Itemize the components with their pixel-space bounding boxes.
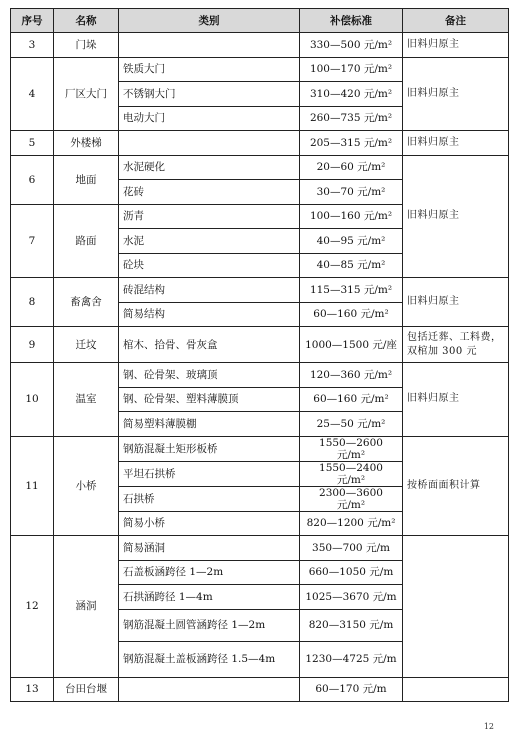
category-cell: 平坦石拱桥	[119, 461, 300, 486]
remark-cell: 旧料归原主	[403, 363, 509, 437]
standard-cell: 100—170 元/m²	[300, 57, 403, 82]
standard-cell: 1025—3670 元/m	[300, 585, 403, 610]
standard-cell: 60—170 元/m	[300, 677, 403, 702]
category-cell: 花砖	[119, 180, 300, 205]
seq-cell: 6	[11, 155, 54, 204]
name-cell: 地面	[54, 155, 119, 204]
name-cell: 畜禽舍	[54, 278, 119, 327]
category-cell: 钢筋混凝土盖板涵跨径 1.5—4m	[119, 641, 300, 677]
table-row	[11, 155, 509, 180]
header-remark: 备注	[403, 9, 509, 33]
standard-cell: 260—735 元/m²	[300, 106, 403, 131]
name-cell: 涵洞	[54, 536, 119, 678]
seq-cell: 10	[11, 363, 54, 437]
category-cell: 钢、砼骨架、塑料薄膜顶	[119, 387, 300, 412]
standard-cell: 1550—2600 元/m²	[300, 436, 403, 461]
standard-cell: 1550—2400 元/m²	[300, 461, 403, 486]
category-cell: 水泥硬化	[119, 155, 300, 180]
seq-cell: 13	[11, 677, 54, 702]
remark-cell: 旧料归原主	[403, 278, 509, 327]
standard-cell: 60—160 元/m²	[300, 387, 403, 412]
remark-cell: 旧料归原主	[403, 155, 509, 278]
table-row	[11, 363, 509, 388]
category-cell: 水泥	[119, 229, 300, 254]
category-cell	[119, 131, 300, 156]
category-cell: 砼块	[119, 253, 300, 278]
remark-cell	[403, 536, 509, 678]
standard-cell: 820—1200 元/m²	[300, 511, 403, 536]
category-cell: 砖混结构	[119, 278, 300, 303]
name-cell: 路面	[54, 204, 119, 278]
category-cell: 石盖板涵跨径 1—2m	[119, 560, 300, 585]
seq-cell: 3	[11, 33, 54, 58]
standard-cell: 120—360 元/m²	[300, 363, 403, 388]
page-number: 12	[483, 722, 494, 731]
category-cell: 铁质大门	[119, 57, 300, 82]
category-cell: 简易结构	[119, 302, 300, 327]
category-cell: 简易小桥	[119, 511, 300, 536]
seq-cell: 11	[11, 436, 54, 536]
category-cell: 棺木、拾骨、骨灰盒	[119, 327, 300, 363]
name-cell: 外楼梯	[54, 131, 119, 156]
standard-cell: 1000—1500 元/座	[300, 327, 403, 363]
name-cell: 门垛	[54, 33, 119, 58]
category-cell: 简易塑料薄膜棚	[119, 412, 300, 437]
table-row	[11, 278, 509, 303]
standard-cell: 30—70 元/m²	[300, 180, 403, 205]
category-cell	[119, 677, 300, 702]
table-row	[11, 131, 509, 156]
standard-cell: 100—160 元/m²	[300, 204, 403, 229]
table-row	[11, 677, 509, 702]
header-name: 名称	[54, 9, 119, 33]
standard-cell: 20—60 元/m²	[300, 155, 403, 180]
category-cell: 电动大门	[119, 106, 300, 131]
category-cell: 石拱涵跨径 1—4m	[119, 585, 300, 610]
category-cell: 钢、砼骨架、玻璃顶	[119, 363, 300, 388]
standard-cell: 310—420 元/m²	[300, 82, 403, 107]
table-row	[11, 436, 509, 461]
standard-cell: 820—3150 元/m	[300, 609, 403, 641]
standard-cell: 25—50 元/m²	[300, 412, 403, 437]
remark-cell: 按桥面面积计算	[403, 436, 509, 536]
category-cell: 不锈钢大门	[119, 82, 300, 107]
seq-cell: 8	[11, 278, 54, 327]
category-cell: 简易涵洞	[119, 536, 300, 561]
standard-cell: 330—500 元/m²	[300, 33, 403, 58]
table-row	[11, 57, 509, 82]
header-seq: 序号	[11, 9, 54, 33]
seq-cell: 5	[11, 131, 54, 156]
header-category: 类别	[119, 9, 300, 33]
standard-cell: 205—315 元/m²	[300, 131, 403, 156]
remark-cell: 旧料归原主	[403, 33, 509, 58]
name-cell: 温室	[54, 363, 119, 437]
category-cell: 钢筋混凝土矩形板桥	[119, 436, 300, 461]
standard-cell: 2300—3600 元/m²	[300, 486, 403, 511]
remark-cell: 旧料归原主	[403, 131, 509, 156]
table-header-row	[11, 9, 509, 33]
header-standard: 补偿标准	[300, 9, 403, 33]
compensation-table	[10, 8, 509, 702]
category-cell: 石拱桥	[119, 486, 300, 511]
table-row	[11, 33, 509, 58]
category-cell: 钢筋混凝土圆管涵跨径 1—2m	[119, 609, 300, 641]
category-cell: 沥青	[119, 204, 300, 229]
table-row	[11, 327, 509, 363]
standard-cell: 40—85 元/m²	[300, 253, 403, 278]
standard-cell: 660—1050 元/m	[300, 560, 403, 585]
standard-cell: 40—95 元/m²	[300, 229, 403, 254]
standard-cell: 1230—4725 元/m	[300, 641, 403, 677]
seq-cell: 4	[11, 57, 54, 131]
seq-cell: 12	[11, 536, 54, 678]
name-cell: 迁坟	[54, 327, 119, 363]
standard-cell: 115—315 元/m²	[300, 278, 403, 303]
name-cell: 小桥	[54, 436, 119, 536]
standard-cell: 60—160 元/m²	[300, 302, 403, 327]
category-cell	[119, 33, 300, 58]
name-cell: 台田台堰	[54, 677, 119, 702]
remark-cell	[403, 677, 509, 702]
remark-cell: 旧料归原主	[403, 57, 509, 131]
seq-cell: 7	[11, 204, 54, 278]
table-row	[11, 536, 509, 561]
seq-cell: 9	[11, 327, 54, 363]
remark-cell: 包括迁葬、工料费，双棺加 300 元	[403, 327, 509, 363]
standard-cell: 350—700 元/m	[300, 536, 403, 561]
name-cell: 厂区大门	[54, 57, 119, 131]
